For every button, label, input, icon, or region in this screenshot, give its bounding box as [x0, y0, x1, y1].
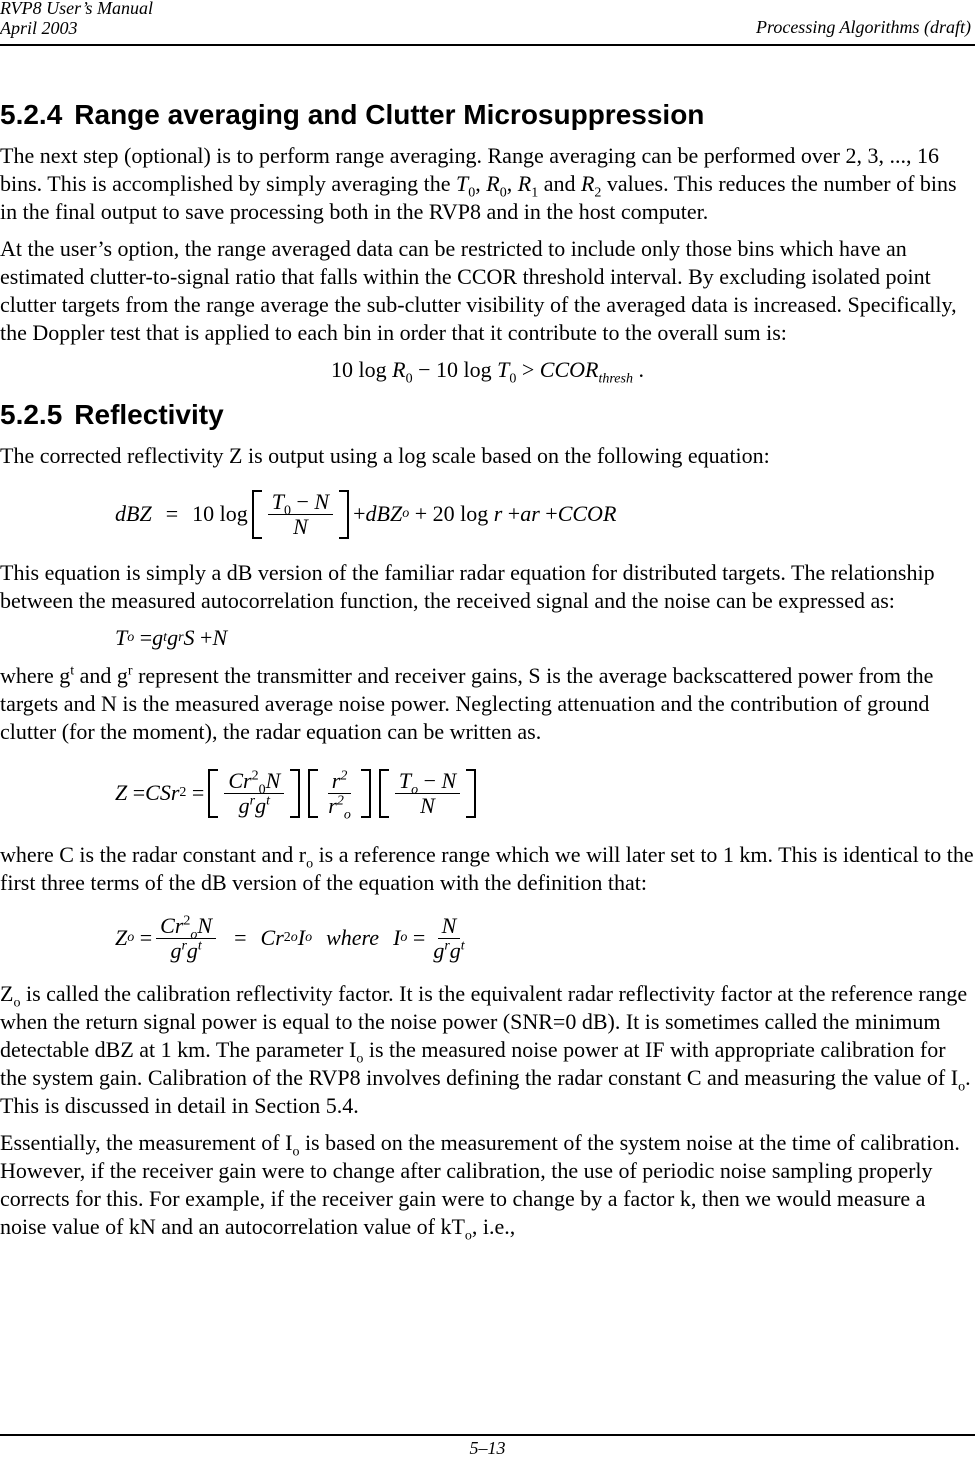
- manual-date: April 2003: [0, 18, 78, 38]
- paragraph: This equation is simply a dB version of the familiar radar equation for distributed targets. The relationship between the measured autocorrelation function, the received signal and the noise can be expressed as:: [0, 560, 935, 613]
- section-title: Reflectivity: [74, 399, 224, 430]
- text: is the measured noise power at IF with appropriate calibration for the system gain. Calibration of the RVP8 involves defining the radar constant C and measuring the value of I: [0, 1037, 959, 1090]
- equation-radar: Z = CSr 2 = $\frac{Cr^2_0N}{g^rg^t}$ $\frac{r^2}{r^2_o}$ $\frac{T_o - N}{N}$: [115, 755, 975, 831]
- page-content: [0, 88, 975, 1250]
- paragraph: The corrected reflectivity Z is output using a log scale based on the following equation:: [0, 443, 770, 468]
- paragraph: where $g^t$ and $g^r$ represent the transmitter and receiver gains, S is the average backscattered power from the targets and N is the measured average noise power. Neglecting attenuation and the contribution of ground clutter (for the moment), the radar equation can be written as.: [0, 663, 934, 744]
- paragraph: At the user’s option, the range averaged data can be restricted to include only those bins which have an estimated clutter-to-signal ratio that falls within the CCOR threshold interval. By excluding isolated point clutter targets from the range average the sub-clutter visibility of the averaged data is increased. Specifically, the Doppler test that is applied to each bin in order that it contribute to the overall sum is:: [0, 236, 957, 345]
- section-heading-5-2-4: [0, 98, 975, 132]
- page-footer: [0, 1434, 975, 1459]
- text: is based on the measurement of the system noise at the time of calibration. However, if the receiver gain were to change after calibration, the use of periodic noise sampling properly corrects for this. For example, if the receiver gain were to change by a factor k, then we would measure a noise value of kN and an autocorrelation value of kT: [0, 1130, 960, 1239]
- text: where g: [0, 663, 71, 688]
- equation-dbz: dBZ = 10 log $\frac{T_0 - N}{N}$ + dBZ o + 20 log r + ar + CCOR: [115, 488, 617, 539]
- header-left: [0, 0, 153, 38]
- page-header: [0, 0, 975, 46]
- manual-title: RVP8 User’s Manual: [0, 0, 153, 18]
- text: Essentially, the measurement of I: [0, 1130, 293, 1155]
- section-number: 5.2.5: [0, 399, 63, 430]
- equation-autocorrelation: T o = g t g r S + N: [115, 625, 228, 650]
- text: values. This reduces the number of bins in the final output to save processing both in the RVP8 and in the host computer.: [0, 171, 957, 224]
- text: represent the transmitter and receiver gains, S is the average backscattered power from the targets and N is the measured average noise power. Neglecting attenuation and the contribution of ground clutter (for the moment), the radar equation can be written as.: [0, 663, 934, 744]
- equation-doppler-test: 10 $\log R_0 - 10$ $\log T_0$ > $CCOR_{thresh}$ .: [331, 357, 644, 387]
- text: Z: [0, 981, 14, 1006]
- text: . This is discussed in detail in Section 5.4.: [0, 1065, 971, 1118]
- paragraph: $Z_o$ is called the calibration reflectivity factor. It is the equivalent radar reflectivity factor at the reference range when the return signal power is equal to the noise power (SNR=0 dB). It is sometimes called the minimum detectable dBZ at 1 km. The parameter $I_o$ is the measured noise power at IF with appropriate calibration for the system gain. Calibration of the RVP8 involves defining the radar constant C and measuring the value of $I_o$. This is discussed in detail in Section 5.4.: [0, 981, 971, 1118]
- text: where C is the radar constant and r: [0, 842, 307, 867]
- chapter-title: Processing Algorithms (draft): [756, 17, 971, 37]
- paragraph: Essentially, the measurement of $I_o$ is based on the measurement of the system noise at the time of calibration. However, if the receiver gain were to change after calibration, the use of periodic noise sampling properly corrects for this. For example, if the receiver gain were to change by a factor k, then we would measure a noise value of kN and an autocorrelation value of $kT_o$, i.e.,: [0, 1130, 960, 1244]
- text: and g: [74, 663, 128, 688]
- section-title: Range averaging and Clutter Microsuppression: [74, 99, 705, 130]
- text: , i.e.,: [471, 1214, 516, 1239]
- paragraph: where C is the radar constant and $r_o$ is a reference range which we will later set to 1 km. This is identical to the first three terms of the dB version of the equation with the definition that:: [0, 842, 974, 895]
- text: is called the calibration reflectivity factor. It is the equivalent radar reflectivity factor at the reference range when the return signal power is equal to the noise power (SNR=0 dB). It is sometimes called the minimum detectable dBZ at 1 km. The parameter I: [0, 981, 968, 1062]
- equation-calibration: Z o = $\frac{Cr^2_oN}{g^rg^t}$ = Cr 2 o I o where I o = $\frac{N}{g^rg^t}$: [115, 912, 465, 963]
- paragraph: The next step (optional) is to perform range averaging. Range averaging can be performed over 2, 3, ..., 16 bins. This is accomplished by simply averaging the $T_0$, $R_0$, $R_1$ and $R_2$ values. This reduces the number of bins in the final output to save processing both in the RVP8 and in the host computer.: [0, 143, 957, 224]
- section-heading-5-2-5: [0, 398, 975, 432]
- text: The next step (optional) is to perform range averaging. Range averaging can be performed over 2, 3, ..., 16 bins. This is accomplished by simply averaging the: [0, 143, 939, 196]
- page-number: 5–13: [469, 1438, 506, 1458]
- section-number: 5.2.4: [0, 99, 63, 130]
- text: is a reference range which we will later set to 1 km. This is identical to the first three terms of the dB version of the equation with the definition that:: [0, 842, 974, 895]
